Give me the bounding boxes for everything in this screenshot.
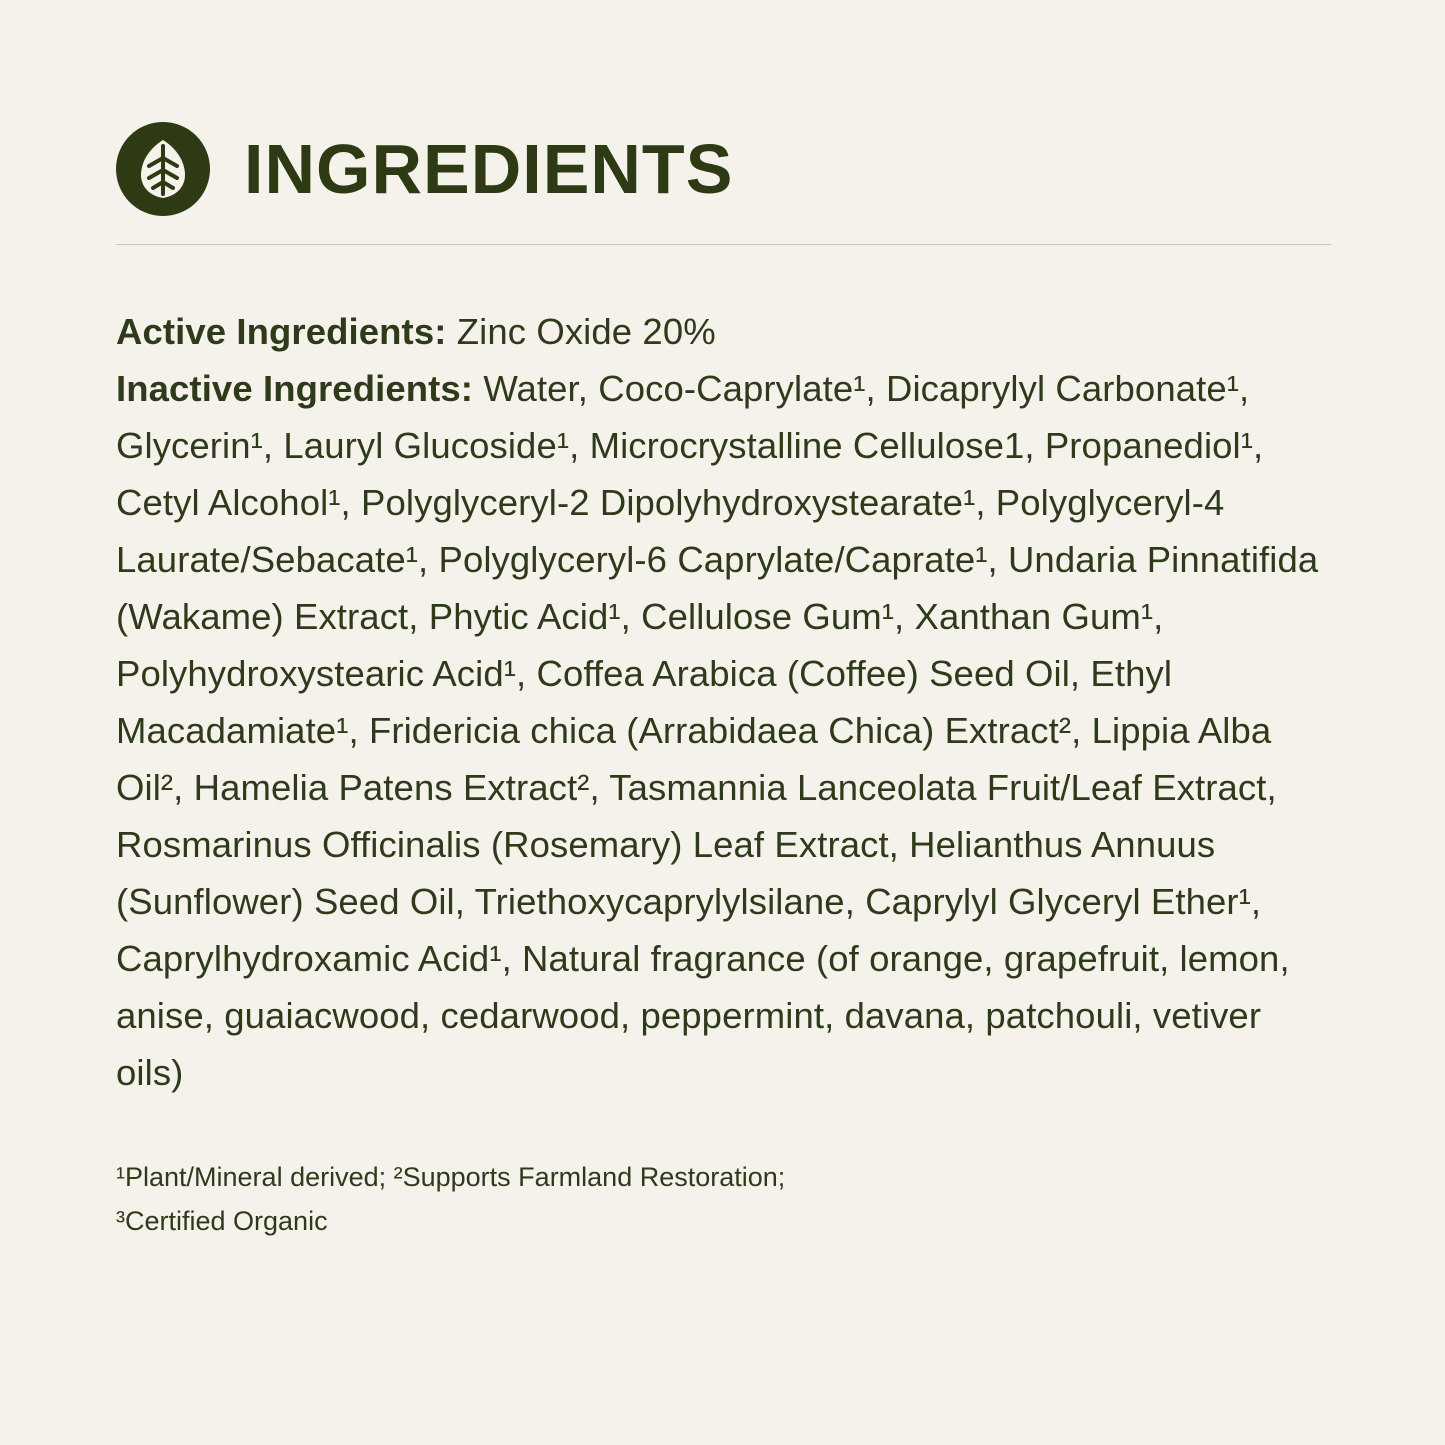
content-container bbox=[116, 110, 1331, 1243]
inactive-ingredients-label: Inactive Ingredients: bbox=[116, 368, 474, 409]
footnote-line-2: ³Certified Organic bbox=[116, 1206, 328, 1236]
leaf-icon bbox=[116, 122, 210, 216]
footnotes bbox=[116, 1155, 1331, 1243]
footnote-line-1: ¹Plant/Mineral derived; ²Supports Farmland Restoration; bbox=[116, 1162, 786, 1192]
inactive-ingredients-value: Water, Coco-Caprylate¹, Dicaprylyl Carbonate¹, Glycerin¹, Lauryl Glucoside¹, Microcrystalline Cellulose1, Propanediol¹, Cetyl Alcohol¹, Polyglyceryl-2 Dipolyhydroxystearate¹, Polyglyceryl-4 Laurate/Sebacate¹, Polyglyceryl-6 Caprylate/Caprate¹, Undaria Pinnatifida (Wakame) Extract, Phytic Acid¹, Cellulose Gum¹, Xanthan Gum¹, Polyhydroxystearic Acid¹, Coffea Arabica (Coffee) Seed Oil, Ethyl Macadamiate¹, Fridericia chica (Arrabidaea Chica) Extract², Lippia Alba Oil², Hamelia Patens Extract², Tasmannia Lanceolata Fruit/Leaf Extract, Rosmarinus Officinalis (Rosemary) Leaf Extract, Helianthus Annuus (Sunflower) Seed Oil, Triethoxycaprylylsilane, Caprylyl Glyceryl Ether¹, Caprylhydroxamic Acid¹, Natural fragrance (of orange, grapefruit, lemon, anise, guaiacwood, cedarwood, peppermint, davana, patchouli, vetiver oils) bbox=[116, 368, 1319, 1093]
active-ingredients-line bbox=[116, 303, 1331, 360]
page-title: INGREDIENTS bbox=[244, 130, 734, 208]
inactive-ingredients-line bbox=[116, 360, 1331, 1101]
active-ingredients-label: Active Ingredients: bbox=[116, 311, 447, 352]
panel-header bbox=[116, 110, 1331, 228]
active-ingredients-value: Zinc Oxide 20% bbox=[456, 311, 716, 352]
header-divider bbox=[116, 244, 1331, 245]
ingredients-body bbox=[116, 303, 1331, 1101]
